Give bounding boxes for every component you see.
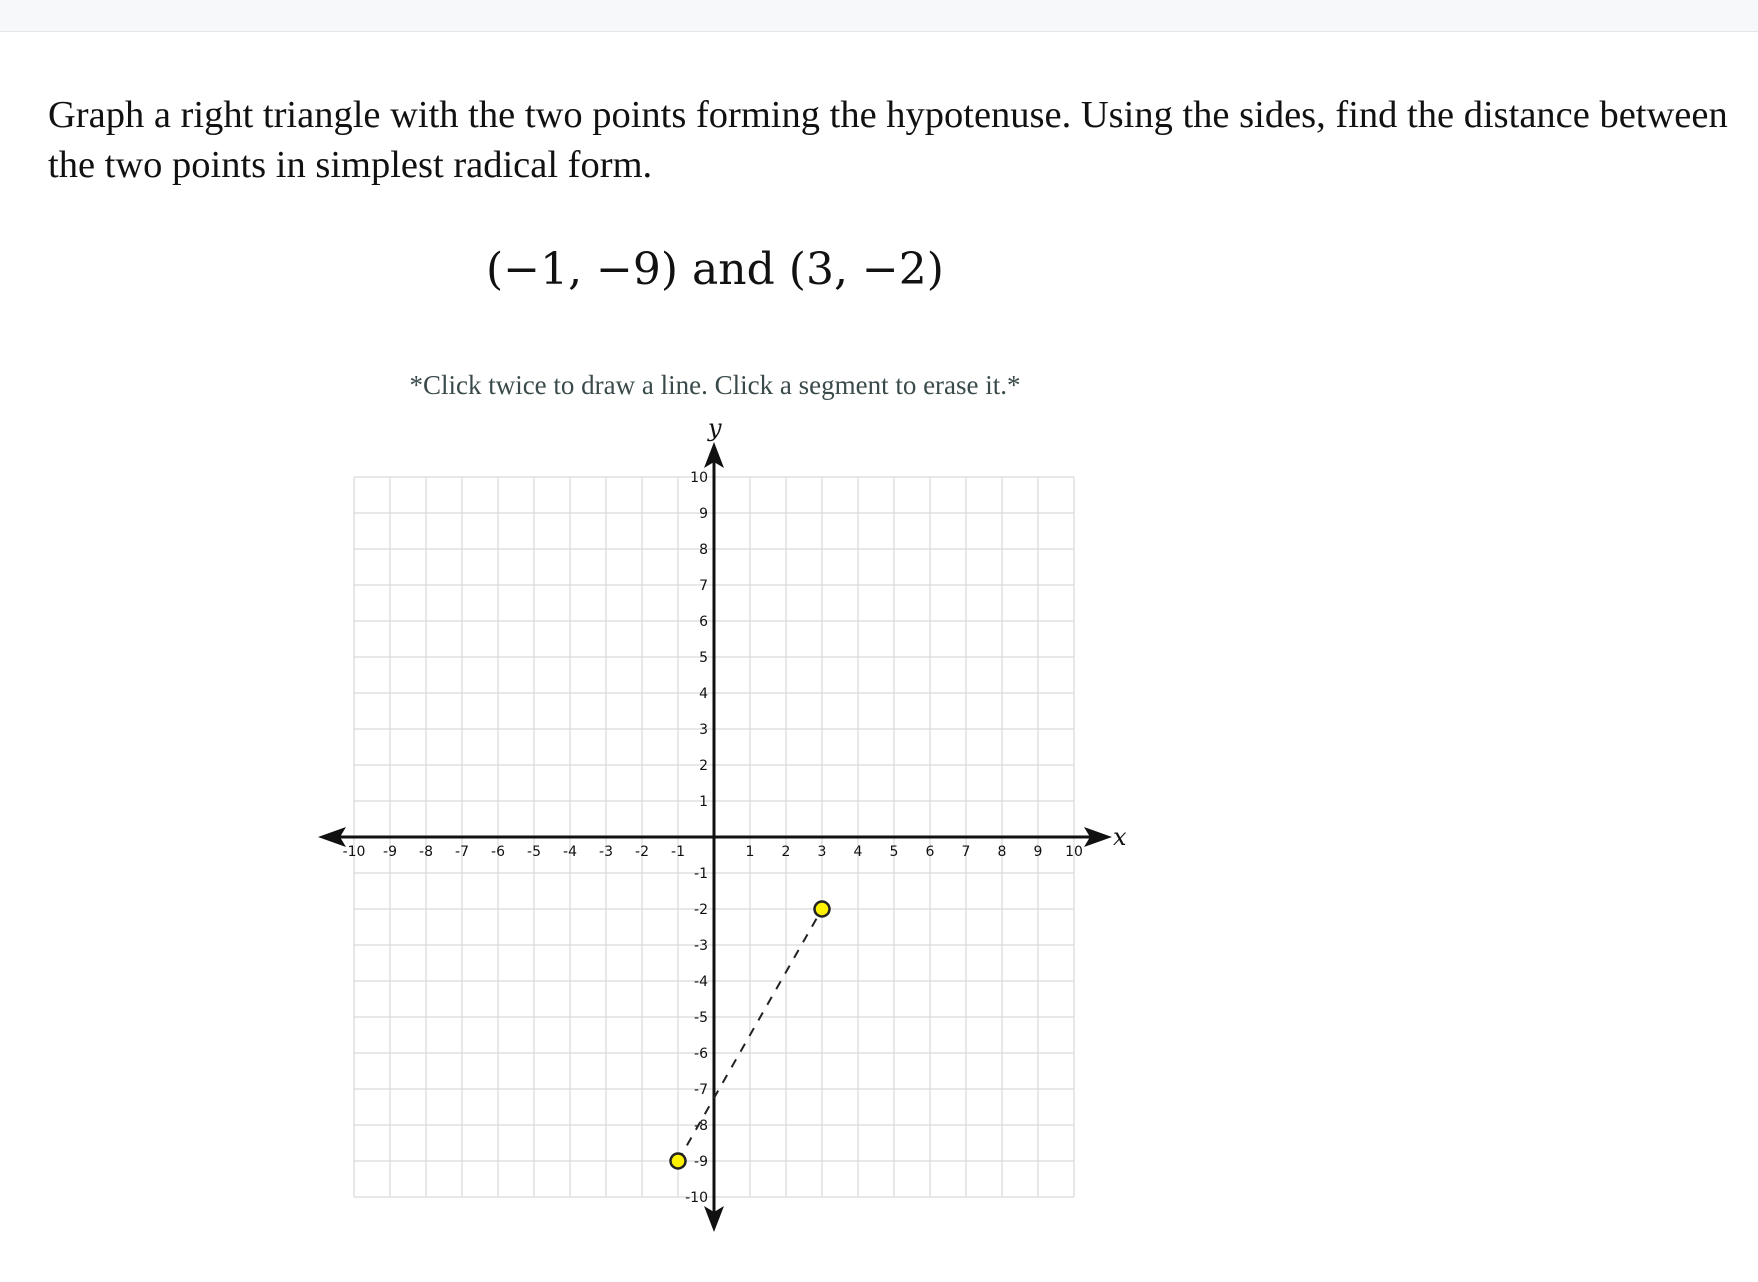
given-points: (−1, −9) and (3, −2) (486, 244, 944, 295)
x-tick-label: 7 (961, 844, 971, 860)
y-tick-label: -7 (694, 1082, 708, 1098)
x-tick-label: 6 (925, 844, 935, 860)
x-tick-label: 5 (889, 844, 899, 860)
x-tick-label: -6 (491, 844, 505, 860)
y-tick-label: -10 (685, 1190, 708, 1206)
x-tick-label: -10 (342, 844, 366, 860)
y-tick-label: -3 (694, 938, 708, 954)
y-tick-label: 9 (699, 506, 708, 522)
x-tick-label: -4 (563, 844, 577, 860)
plotted-point[interactable] (671, 1154, 686, 1169)
y-tick-label: -9 (694, 1154, 708, 1170)
x-tick-label: 3 (817, 844, 827, 860)
y-tick-label: 2 (699, 758, 708, 774)
x-tick-label: -5 (527, 844, 541, 860)
y-tick-label: 10 (690, 470, 708, 486)
y-tick-label: -6 (694, 1046, 708, 1062)
y-tick-label: 6 (699, 614, 708, 630)
x-tick-label: -2 (635, 844, 649, 860)
graph-instructions: *Click twice to draw a line. Click a segment to erase it.* (409, 370, 1021, 400)
y-tick-label: 4 (699, 686, 708, 702)
x-tick-label: -7 (455, 844, 469, 860)
y-tick-label: 1 (699, 794, 708, 810)
x-tick-label: -9 (383, 844, 397, 860)
x-tick-label: 2 (781, 844, 791, 860)
question-prompt: Graph a right triangle with the two points forming the hypotenuse. Using the sides, find the distance between the two points in simplest radical form. (48, 94, 1728, 186)
x-axis-label: x (1113, 823, 1127, 851)
y-axis-label: y (708, 414, 722, 442)
x-tick-label: 8 (997, 844, 1007, 860)
x-tick-label: 9 (1033, 844, 1043, 860)
x-tick-label: -1 (671, 844, 685, 860)
x-tick-label: 10 (1065, 844, 1083, 860)
y-tick-label: -2 (694, 902, 708, 918)
x-tick-label: -3 (599, 844, 613, 860)
y-tick-label: 8 (699, 542, 708, 558)
y-tick-label: 3 (699, 722, 708, 738)
plotted-point[interactable] (815, 902, 830, 917)
x-tick-label: 1 (745, 844, 755, 860)
y-tick-label: -4 (694, 974, 708, 990)
y-tick-label: -5 (694, 1010, 708, 1026)
x-tick-label: -8 (419, 844, 433, 860)
y-tick-label: 7 (699, 578, 708, 594)
y-tick-label: -1 (694, 866, 708, 882)
x-tick-label: 4 (853, 844, 863, 860)
y-tick-label: 5 (699, 650, 708, 666)
axes (318, 414, 1127, 1232)
y-tick-label: -8 (694, 1118, 708, 1134)
